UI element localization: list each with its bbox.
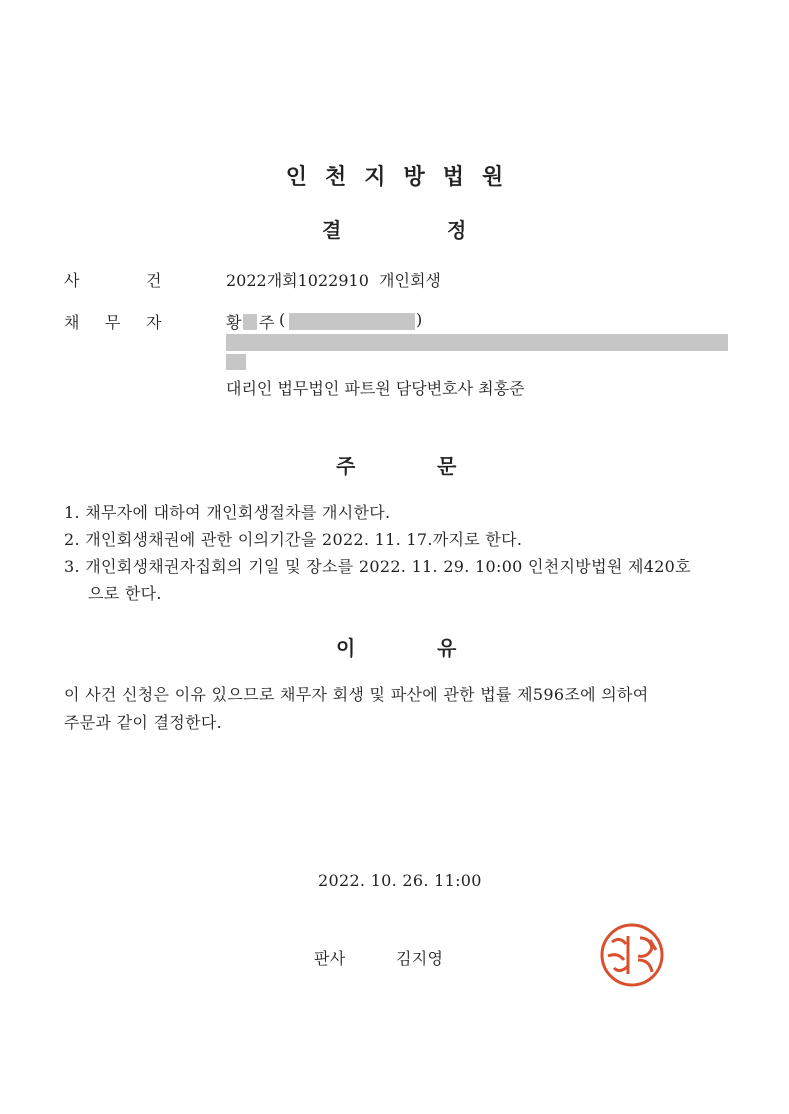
judge-seal-icon — [594, 922, 670, 988]
decision-date: 2022. 10. 26. 11:00 — [318, 871, 482, 890]
judge-title: 판사 — [314, 949, 346, 968]
order-item-3-continued: 으로 한다. — [88, 584, 162, 603]
reason-line-1: 이 사건 신청은 이유 있으므로 채무자 회생 및 파산에 관한 법률 제596조에 의하여 — [64, 685, 649, 704]
reason-line-2: 주문과 같이 결정한다. — [64, 713, 222, 732]
redacted-address-line-2 — [226, 354, 246, 370]
order-title-1: 주 — [336, 454, 356, 478]
case-number: 2022개회1022910 개인회생 — [226, 271, 441, 290]
court-name: 인천지방법원 — [285, 165, 522, 190]
case-label-2: 건 — [146, 271, 162, 290]
order-item-2: 2. 개인회생채권에 관한 이의기간을 2022. 11. 17.까지로 한다. — [64, 530, 523, 549]
debtor-agent: 대리인 법무법인 파트원 담당변호사 최홍준 — [226, 379, 525, 398]
redacted-name-char — [243, 314, 257, 330]
debtor-label-3: 자 — [146, 313, 162, 332]
redacted-address-line-1 — [226, 334, 728, 351]
redacted-id-number — [289, 313, 415, 330]
order-title-2: 문 — [437, 454, 457, 478]
reason-title-1: 이 — [336, 636, 356, 660]
debtor-label-2: 무 — [105, 313, 121, 332]
case-label-1: 사 — [64, 271, 80, 290]
debtor-open-paren: ( — [279, 310, 286, 329]
debtor-name-first: 황 — [226, 313, 242, 332]
doc-title-1: 결 — [322, 218, 342, 242]
debtor-label-1: 채 — [64, 313, 80, 332]
order-item-3: 3. 개인회생채권자집회의 기일 및 장소를 2022. 11. 29. 10:00 인천지방법원 제420호 — [64, 557, 691, 576]
reason-title-2: 유 — [437, 636, 457, 660]
debtor-name-last: 주 — [259, 313, 275, 332]
order-item-1: 1. 채무자에 대하여 개인회생절차를 개시한다. — [64, 503, 391, 522]
debtor-close-paren: ) — [416, 310, 423, 329]
judge-name: 김지영 — [396, 949, 444, 968]
doc-title-2: 정 — [447, 218, 467, 242]
